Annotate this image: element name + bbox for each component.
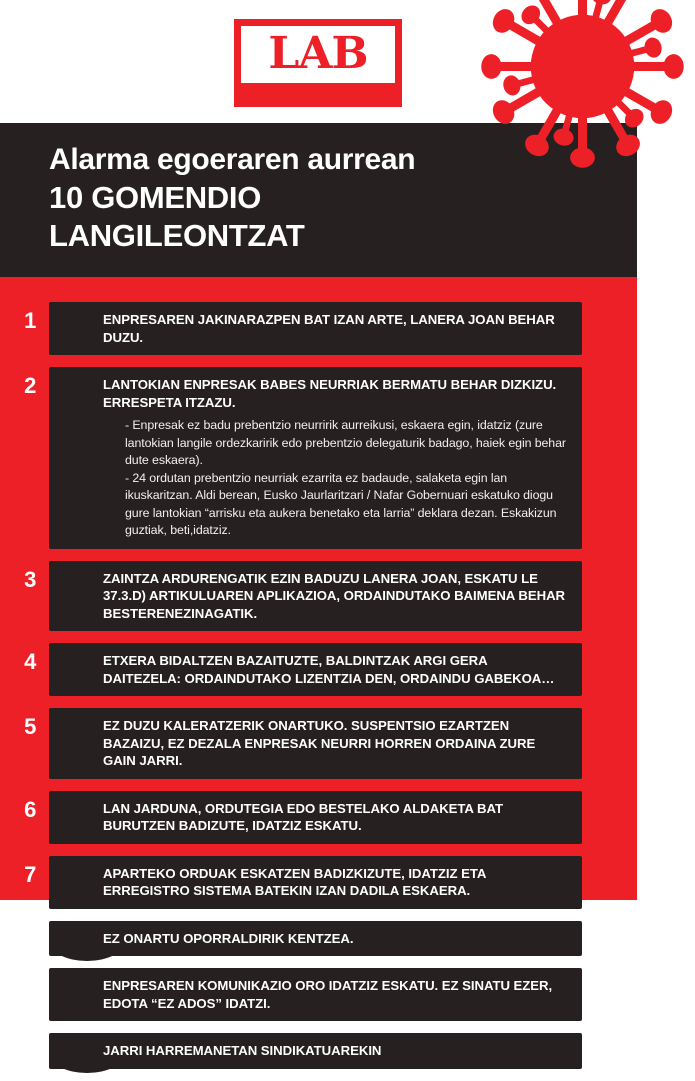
recommendation-text: LANTOKIAN ENPRESAK BABES NEURRIAK BERMATU BEHAR DIZKIZU. ERRESPETA ITZAZU. xyxy=(103,377,557,410)
recommendations-list xyxy=(0,277,637,1081)
recommendation-text: EZ ONARTU OPORRALDIRIK KENTZEA. xyxy=(103,930,354,946)
recommendation-number: 7 xyxy=(24,861,36,887)
recommendation-row xyxy=(0,561,582,632)
recommendation-text: LAN JARDUNA, ORDUTEGIA EDO BESTELAKO ALDAKETA BAT BURUTZEN BADIZUTE, IDATZIZ ESKATU. xyxy=(103,800,504,833)
recommendation-number: 4 xyxy=(24,649,36,674)
recommendation-body xyxy=(49,561,582,632)
recommendation-number: 10 xyxy=(15,1039,39,1064)
recommendation-text: ZAINTZA ARDURENGATIK EZIN BADUZU LANERA JOAN, ESKATU LE 37.3.D) ARTIKULUAREN APLIKAZIOA, ORDAINDUTAKO BAIMENA BEHAR BESTERENEZINAGATIK. xyxy=(103,570,566,621)
header-line-1: Alarma egoeraren aurrean xyxy=(49,143,416,176)
recommendation-body xyxy=(49,367,582,549)
recommendation-row xyxy=(0,643,582,696)
header-line-2: 10 GOMENDIO xyxy=(49,180,262,215)
recommendation-number: 5 xyxy=(24,714,36,739)
recommendation-row xyxy=(0,968,582,1021)
recommendation-row xyxy=(0,1033,582,1069)
recommendation-number: 9 xyxy=(24,974,36,999)
recommendation-text: ENPRESAREN JAKINARAZPEN BAT IZAN ARTE, LANERA JOAN BEHAR DUZU. xyxy=(103,312,555,345)
recommendation-text: EZ DUZU KALERATZERIK ONARTUKO. SUSPENTSIO EZARTZEN BAZAIZU, EZ DEZALA ENPRESAK NEURRI HORREN ORDAINA ZURE GAIN JARRI. xyxy=(103,718,536,768)
recommendation-text: ENPRESAREN KOMUNIKAZIO ORO IDATZIZ ESKATU. EZ SINATU EZER, EDOTA “EZ ADOS” IDATZI. xyxy=(103,978,553,1011)
recommendation-body xyxy=(49,856,582,909)
lab-logo xyxy=(234,19,402,107)
recommendation-text: JARRI HARREMANETAN SINDIKATUAREKIN xyxy=(103,1043,382,1058)
recommendation-note: - 24 ordutan prebentzio neurriak ezarrita ez badaude, salaketa egin lan ikuskaritzan. Aldi berean, Eusko Jaurlaritzari / Nafar Gobernuari eskatuko diogu gure lantokian “arrisku eta aukera benetako eta larria” deklara dezan. Eskakizun guztiak, beti,idatziz. xyxy=(125,470,557,537)
recommendation-body xyxy=(49,1033,582,1069)
recommendation-number: 1 xyxy=(24,308,36,333)
poster-title-group xyxy=(49,141,415,255)
recommendation-row xyxy=(0,367,582,549)
lab-logo-text: LAB xyxy=(268,27,368,79)
recommendation-number: 8 xyxy=(24,926,36,952)
recommendation-body xyxy=(49,708,582,779)
recommendation-row xyxy=(0,921,582,957)
recommendation-notes xyxy=(103,417,568,540)
header-line-3: LANGILEONTZAT xyxy=(49,218,305,253)
recommendation-text: APARTEKO ORDUAK ESKATZEN BADIZKIZUTE, IDATZIZ ETA ERREGISTRO SISTEMA BATEKIN IZAN DADILA ESKAERA. xyxy=(103,865,486,898)
recommendation-body xyxy=(49,921,582,957)
recommendation-note: - Enpresak ez badu prebentzio neurririk aurreikusi, eskaera egin, idatziz (zure lantokian langile ordezkaririk edo prebentzio delegaturik badago, haiek egin behar dute eskaera). xyxy=(125,418,566,467)
recommendation-row xyxy=(0,708,582,779)
recommendation-body xyxy=(49,302,582,355)
recommendation-body xyxy=(49,791,582,844)
header-band xyxy=(0,123,637,277)
recommendation-number: 6 xyxy=(24,796,36,822)
recommendation-body xyxy=(49,643,582,696)
recommendation-text: ETXERA BIDALTZEN BAZAITUZTE, BALDINTZAK ARGI GERA DAITEZELA: ORDAINDUTAKO LIZENTZIA DEN, ORDAINDU GABEKOA… xyxy=(103,653,555,686)
recommendation-body xyxy=(49,968,582,1021)
recommendation-row xyxy=(0,791,582,844)
lab-logo-frame xyxy=(241,26,395,83)
recommendation-number: 3 xyxy=(24,566,36,592)
recommendation-row xyxy=(0,302,582,355)
recommendation-row xyxy=(0,856,582,909)
recommendation-number: 2 xyxy=(24,373,36,398)
